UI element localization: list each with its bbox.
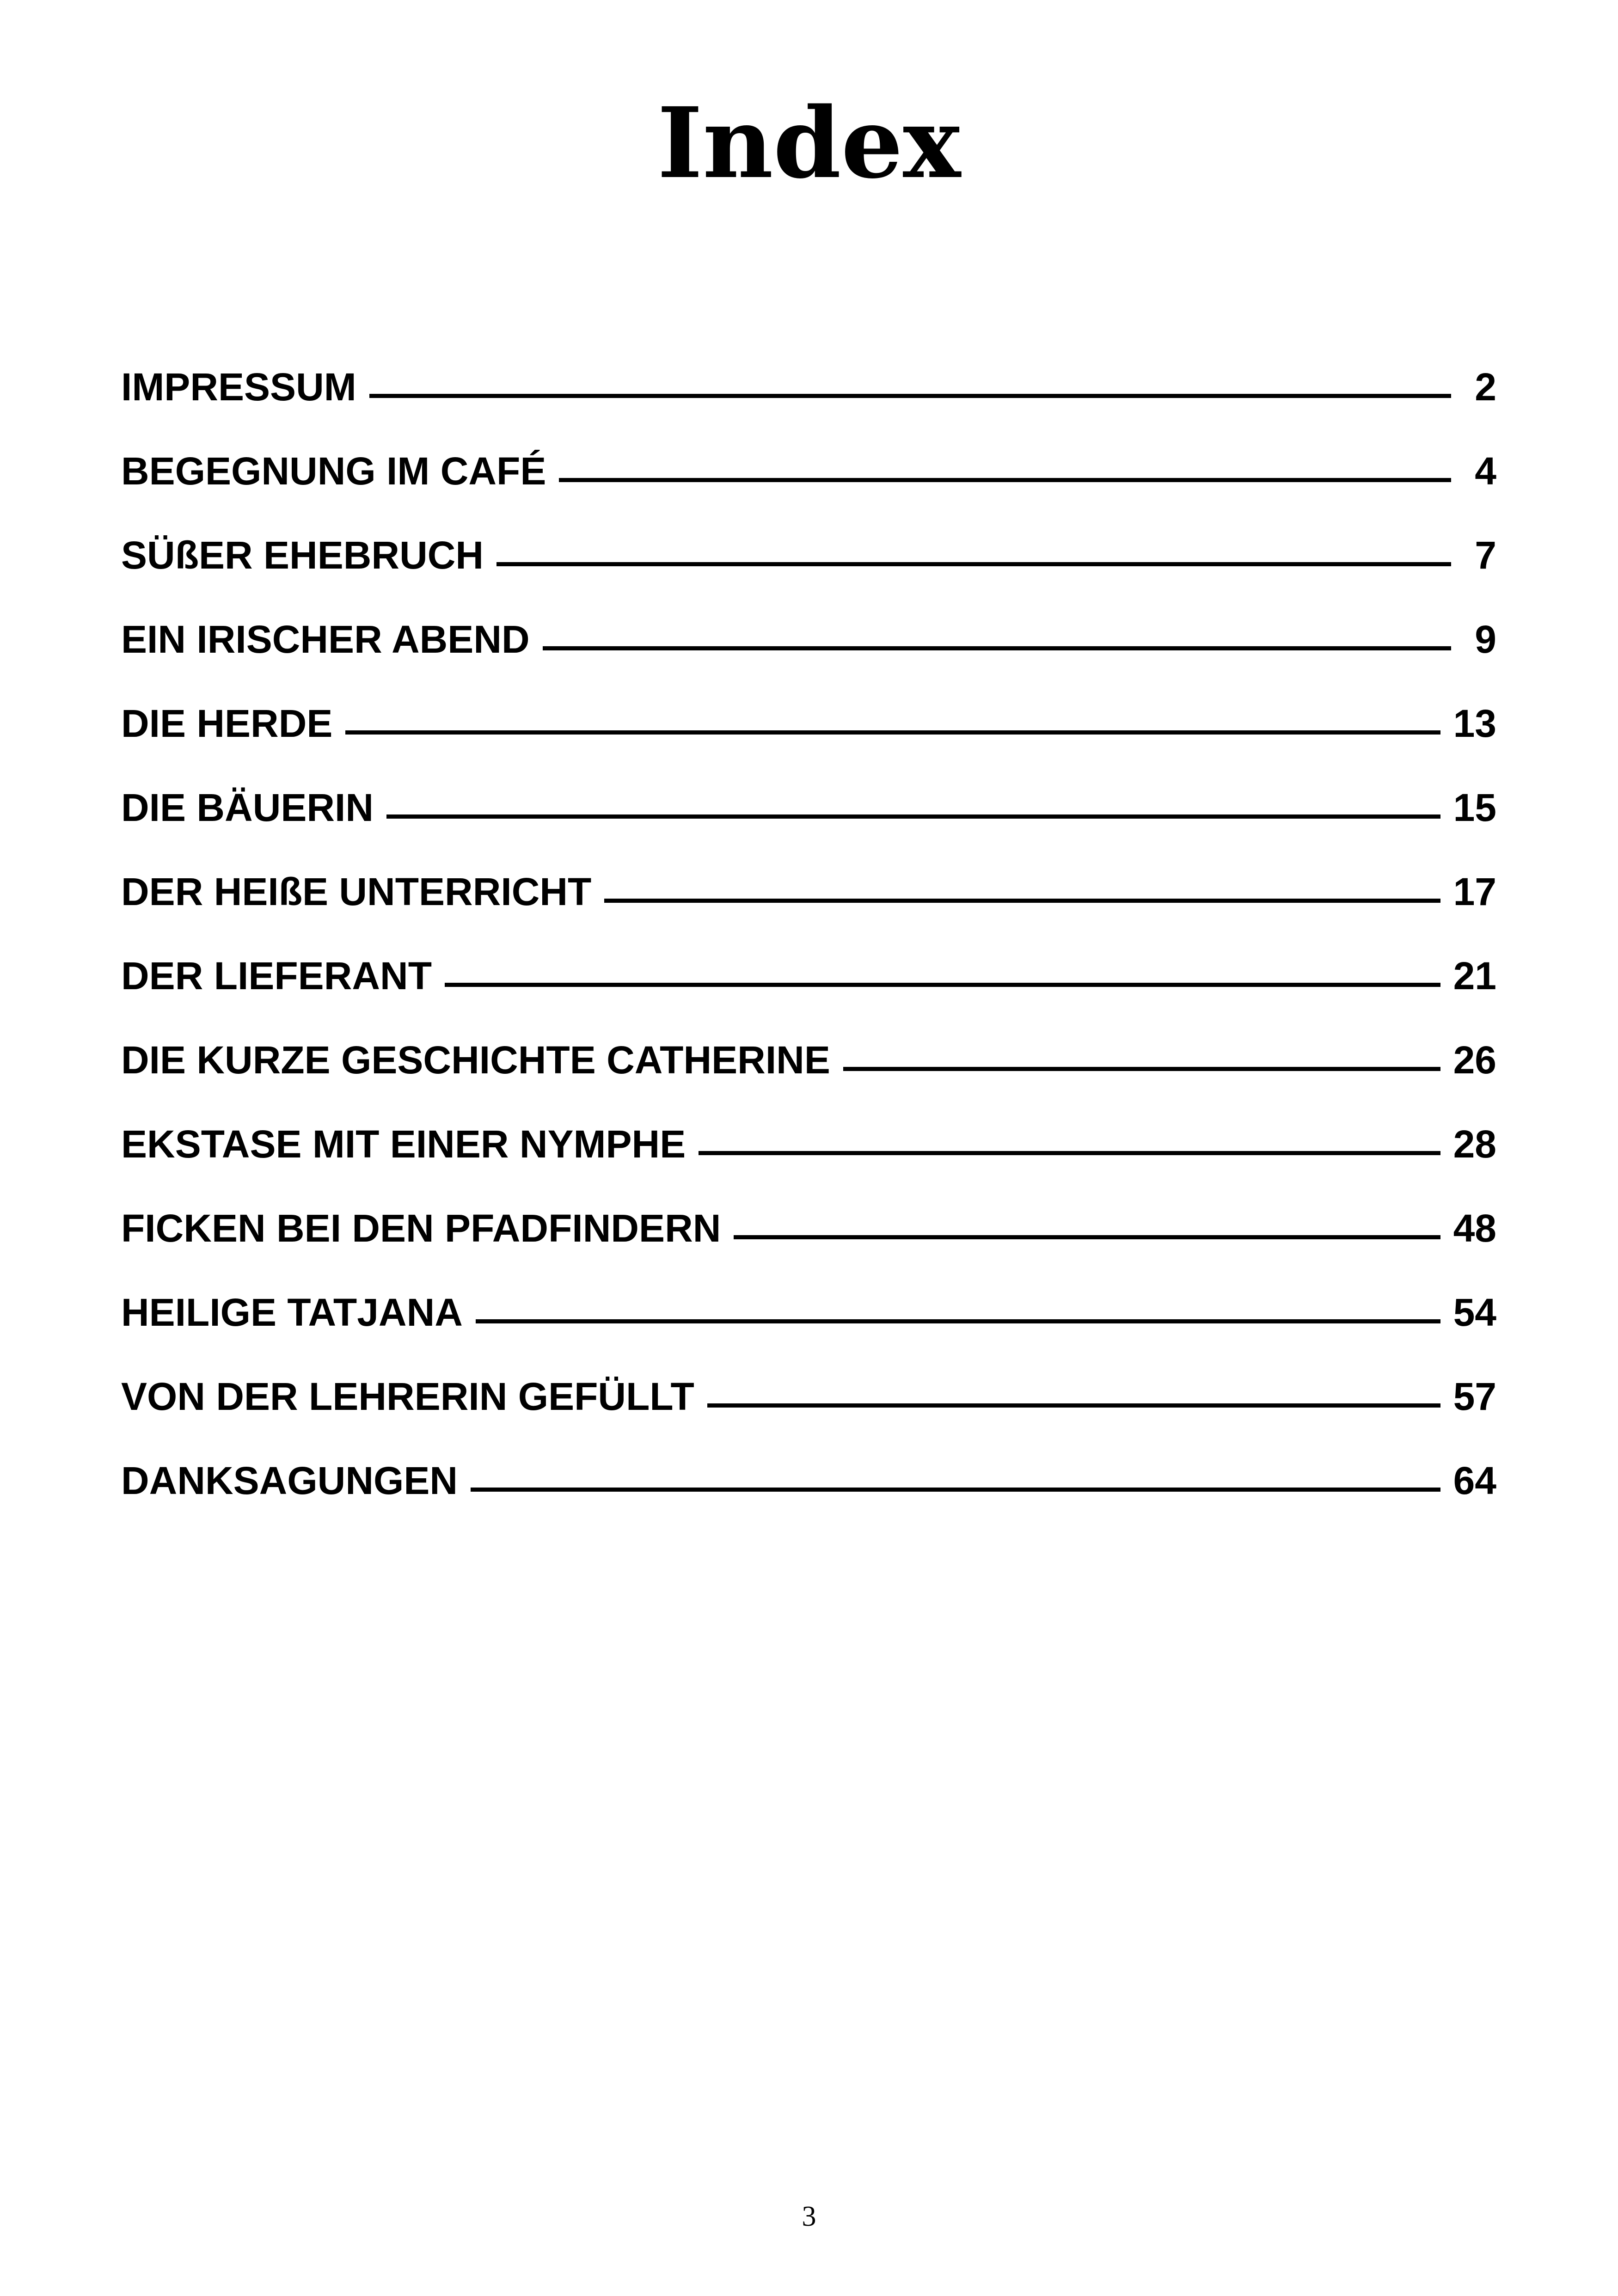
toc-entry-title: DER HEIßE UNTERRICHT <box>121 870 592 913</box>
toc-entry-title: FICKEN BEI DEN PFADFINDERN <box>121 1206 721 1250</box>
toc-leader-line <box>386 814 1440 819</box>
toc-entry-title: EKSTASE MIT EINER NYMPHE <box>121 1122 686 1166</box>
toc-entry-page: 4 <box>1475 449 1496 493</box>
toc-entry-danksagungen[interactable] <box>121 1420 1496 1504</box>
toc-entry-title: EIN IRISCHER ABEND <box>121 618 530 661</box>
toc-entry-page: 21 <box>1453 954 1496 998</box>
toc-entry-die-herde[interactable] <box>121 662 1496 747</box>
toc-entry-page: 64 <box>1453 1459 1496 1502</box>
toc-leader-line <box>559 478 1451 482</box>
toc-entry-page: 9 <box>1475 618 1496 661</box>
page-title: Index <box>657 86 961 200</box>
toc-entry-ekstase-mit-einer-nymphe[interactable] <box>121 1083 1496 1167</box>
toc-entry-von-der-lehrerin-gefuellt[interactable] <box>121 1335 1496 1420</box>
toc-entry-impressum[interactable] <box>121 326 1496 410</box>
page-number: 3 <box>802 2201 816 2232</box>
toc-leader-line <box>476 1319 1440 1323</box>
toc-entry-page: 26 <box>1453 1038 1496 1082</box>
toc-entry-title: HEILIGE TATJANA <box>121 1291 463 1334</box>
toc-entry-der-heisse-unterricht[interactable] <box>121 831 1496 915</box>
toc-entry-page: 7 <box>1475 533 1496 577</box>
toc-entry-title: SÜßER EHEBRUCH <box>121 533 484 577</box>
toc-entry-suesser-ehebruch[interactable] <box>121 494 1496 578</box>
toc-leader-line <box>445 983 1440 987</box>
toc-leader-line <box>707 1403 1440 1408</box>
toc-entry-title: DER LIEFERANT <box>121 954 432 998</box>
toc-leader-line <box>496 562 1451 566</box>
toc-entry-title: BEGEGNUNG IM CAFÉ <box>121 449 546 493</box>
toc-entry-ficken-bei-den-pfadfindern[interactable] <box>121 1167 1496 1251</box>
toc-entry-der-lieferant[interactable] <box>121 915 1496 999</box>
toc-entry-title: DIE KURZE GESCHICHTE CATHERINE <box>121 1038 830 1082</box>
toc-entry-page: 17 <box>1453 870 1496 913</box>
toc-entry-ein-irischer-abend[interactable] <box>121 578 1496 662</box>
toc-entry-page: 54 <box>1453 1291 1496 1334</box>
toc-entry-die-kurze-geschichte-catherine[interactable] <box>121 999 1496 1083</box>
toc-leader-line <box>843 1067 1440 1071</box>
toc-leader-line <box>345 730 1440 735</box>
toc-leader-line <box>699 1151 1440 1155</box>
toc-entry-page: 57 <box>1453 1375 1496 1418</box>
toc-entry-begegnung-im-cafe[interactable] <box>121 410 1496 494</box>
table-of-contents <box>121 326 1496 1504</box>
toc-leader-line <box>734 1235 1440 1239</box>
toc-entry-page: 15 <box>1453 786 1496 829</box>
toc-entry-title: DANKSAGUNGEN <box>121 1459 458 1502</box>
toc-leader-line <box>604 899 1440 903</box>
toc-entry-page: 48 <box>1453 1206 1496 1250</box>
toc-entry-page: 28 <box>1453 1122 1496 1166</box>
toc-entry-page: 13 <box>1453 702 1496 745</box>
toc-leader-line <box>543 646 1451 650</box>
toc-entry-title: VON DER LEHRERIN GEFÜLLT <box>121 1375 694 1418</box>
toc-entry-page: 2 <box>1475 365 1496 409</box>
toc-entry-heilige-tatjana[interactable] <box>121 1251 1496 1335</box>
toc-leader-line <box>369 394 1451 398</box>
toc-entry-title: DIE HERDE <box>121 702 333 745</box>
toc-entry-die-baeuerin[interactable] <box>121 747 1496 831</box>
toc-leader-line <box>471 1488 1440 1492</box>
toc-entry-title: IMPRESSUM <box>121 365 356 409</box>
toc-entry-title: DIE BÄUERIN <box>121 786 374 829</box>
